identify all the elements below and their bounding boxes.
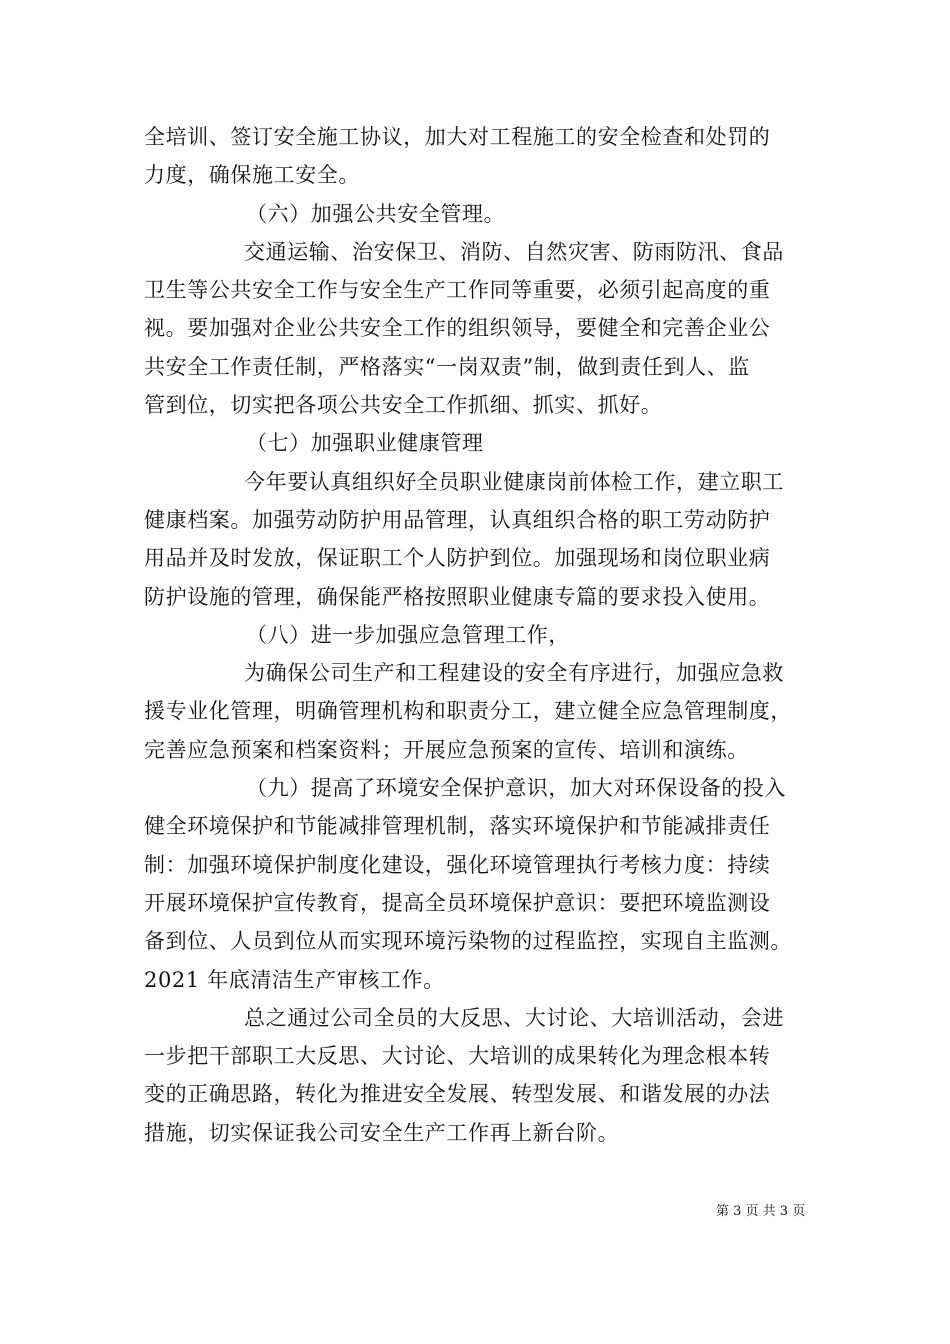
body-line: 为确保公司生产和工程建设的安全有序进行，加强应急救 — [244, 661, 784, 686]
body-line: 健全环境保护和节能减排管理机制，落实环境保护和节能减排责任 — [144, 814, 771, 839]
body-line: 共安全工作责任制，严格落实“一岗双责”制，做到责任到人、监 — [144, 354, 750, 379]
body-line: 视。要加强对企业公共安全工作的组织领导，要健全和完善企业公 — [144, 316, 771, 341]
body-line: 总之通过公司全员的大反思、大讨论、大培训活动，会进 — [244, 1005, 784, 1030]
section-heading: （八）进一步加强应急管理工作， — [246, 622, 570, 647]
body-line: 完善应急预案和档案资料；开展应急预案的宣传、培训和演练。 — [144, 737, 749, 762]
section-heading: （六）加强公共安全管理。 — [246, 201, 506, 226]
body-line: 健康档案。加强劳动防护用品管理，认真组织合格的职工劳动防护 — [144, 507, 771, 532]
body-line: 全培训、签订安全施工协议，加大对工程施工的安全检查和处罚的 — [144, 125, 771, 149]
body-line: 卫生等公共安全工作与安全生产工作同等重要，必须引起高度的重 — [144, 278, 771, 303]
body-line: 制：加强环境保护制度化建设，强化环境管理执行考核力度：持续 — [144, 852, 771, 877]
body-line: 措施，切实保证我公司安全生产工作再上新台阶。 — [144, 1120, 620, 1145]
document-body — [144, 118, 816, 1152]
body-line: 防护设施的管理，确保能严格按照职业健康专篇的要求投入使用。 — [144, 584, 771, 609]
body-line: 2021 年底清洁生产审核工作。 — [144, 967, 445, 992]
body-line: 用品并及时发放，保证职工个人防护到位。加强现场和岗位职业病 — [144, 546, 771, 571]
body-line: 管到位，切实把各项公共安全工作抓细、抓实、抓好。 — [144, 393, 663, 418]
page-number: 第 3 页 共 3 页 — [716, 1204, 806, 1219]
section-heading: （九）提高了环境安全保护意识，加大对环保设备的投入 — [246, 776, 786, 801]
body-line: 力度，确保施工安全。 — [144, 163, 360, 188]
body-line: 一步把干部职工大反思、大讨论、大培训的成果转化为理念根本转 — [144, 1044, 771, 1069]
body-line: 今年要认真组织好全员职业健康岗前体检工作，建立职工 — [244, 469, 784, 494]
body-line: 援专业化管理，明确管理机构和职责分工，建立健全应急管理制度， — [144, 699, 792, 724]
body-line: 备到位、人员到位从而实现环境污染物的过程监控，实现自主监测。 — [144, 929, 792, 954]
body-line: 交通运输、治安保卫、消防、自然灾害、防雨防汛、食品 — [244, 239, 784, 264]
body-line: 变的正确思路，转化为推进安全发展、转型发展、和谐发展的办法 — [144, 1082, 771, 1107]
body-line: 开展环境保护宣传教育，提高全员环境保护意识：要把环境监测设 — [144, 890, 771, 915]
section-heading: （七）加强职业健康管理 — [246, 431, 484, 456]
